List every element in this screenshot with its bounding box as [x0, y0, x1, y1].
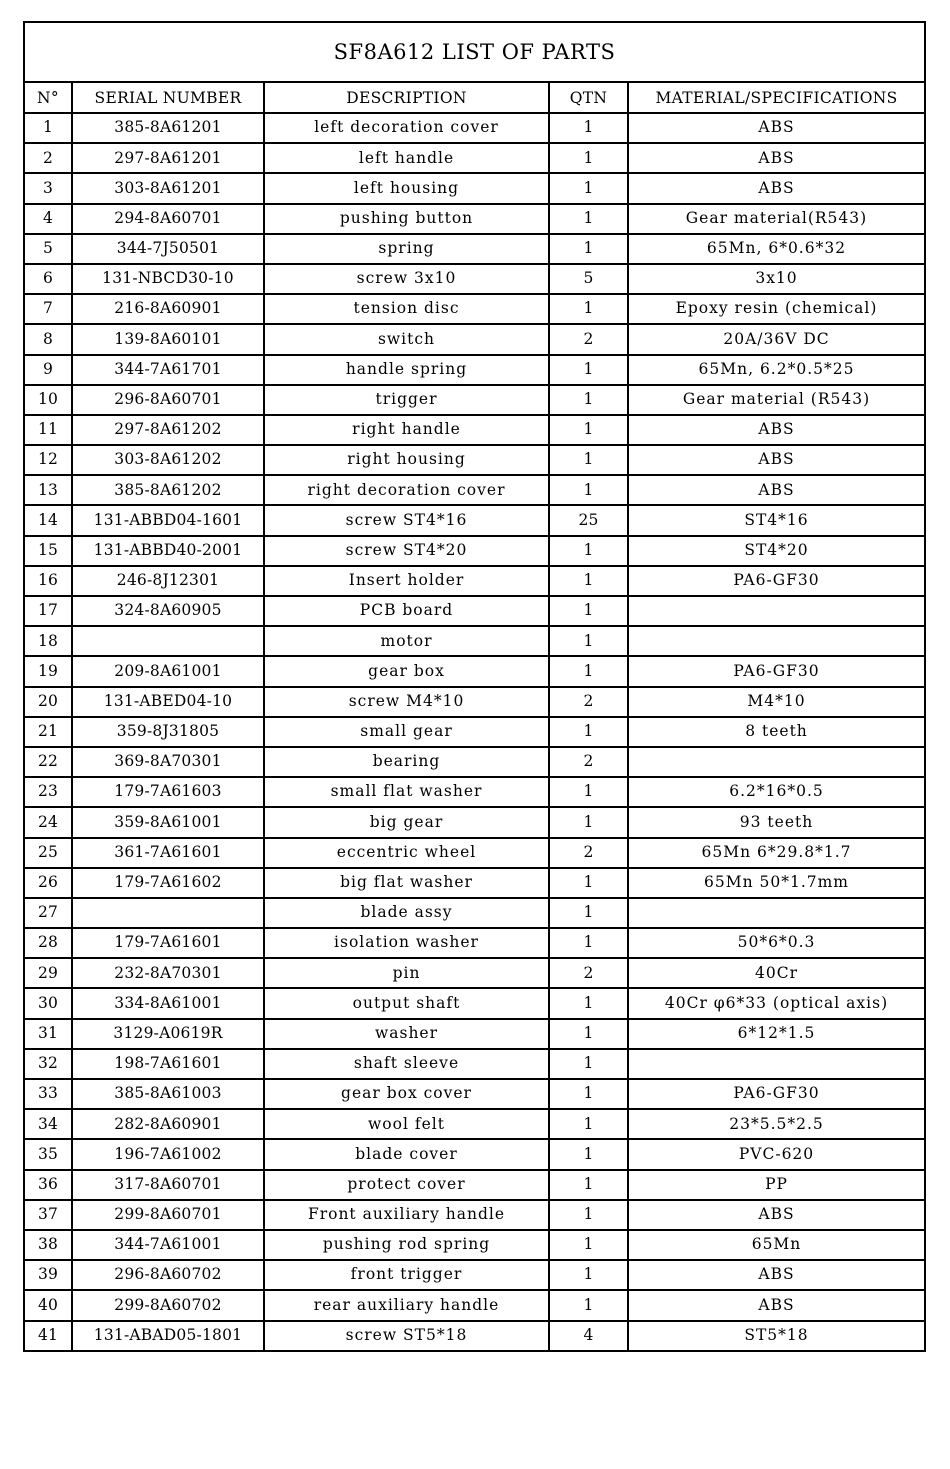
- part-material: 65Mn 6*29.8*1.7: [628, 838, 924, 868]
- table-row: [25, 415, 924, 445]
- part-quantity: 1: [549, 1049, 628, 1079]
- part-material: 8 teeth: [628, 717, 924, 747]
- part-quantity: 2: [549, 324, 628, 354]
- table-row: [25, 747, 924, 777]
- part-number: 3: [25, 173, 72, 203]
- part-quantity: 25: [549, 505, 628, 535]
- part-material: PA6-GF30: [628, 656, 924, 686]
- part-quantity: 1: [549, 445, 628, 475]
- serial-number: [72, 898, 264, 928]
- part-description: small flat washer: [264, 777, 549, 807]
- part-quantity: 1: [549, 777, 628, 807]
- part-material: ABS: [628, 143, 924, 173]
- part-material: ABS: [628, 1260, 924, 1290]
- part-material: ST5*18: [744, 1325, 809, 1344]
- serial-number: 299-8A60702: [72, 1290, 264, 1320]
- part-quantity: 1: [549, 294, 628, 324]
- part-description: right decoration cover: [264, 475, 549, 505]
- page-title: SF8A612 LIST OF PARTS: [25, 23, 924, 83]
- part-material: 6*12*1.5: [628, 1019, 924, 1049]
- serial-number: 344-7J50501: [72, 234, 264, 264]
- part-description: PCB board: [264, 596, 549, 626]
- part-number: 32: [25, 1049, 72, 1079]
- part-material: 65Mn, 6*0.6*32: [628, 234, 924, 264]
- part-number: 22: [25, 747, 72, 777]
- table-row: [25, 1109, 924, 1139]
- part-material: [628, 898, 924, 928]
- part-number: 6: [25, 264, 72, 294]
- part-quantity: 1: [549, 566, 628, 596]
- table-row: [25, 1170, 924, 1200]
- part-description: switch: [264, 324, 549, 354]
- part-number: 19: [25, 656, 72, 686]
- table-row: [25, 988, 924, 1018]
- serial-number: 385-8A61202: [72, 475, 264, 505]
- part-description: tension disc: [264, 294, 549, 324]
- part-number: 23: [25, 777, 72, 807]
- part-material: 50*6*0.3: [628, 928, 924, 958]
- header-serial-number: SERIAL NUMBER: [72, 83, 264, 113]
- header-qtn: QTN: [549, 83, 628, 113]
- part-quantity: 2: [549, 958, 628, 988]
- part-quantity: 2: [549, 687, 628, 717]
- serial-number: 179-7A61603: [72, 777, 264, 807]
- table-row: [25, 204, 924, 234]
- part-number: 15: [25, 536, 72, 566]
- serial-number: 131-ABBD04-1601: [72, 505, 264, 535]
- table-row: [25, 1321, 924, 1350]
- serial-number: 297-8A61201: [72, 143, 264, 173]
- part-quantity: 1: [549, 717, 628, 747]
- serial-number: [72, 626, 264, 656]
- part-description: motor: [264, 626, 549, 656]
- part-description: screw ST5*18: [264, 1321, 549, 1350]
- table-row: [25, 264, 924, 294]
- table-row: [25, 1079, 924, 1109]
- part-material: M4*10: [628, 687, 924, 717]
- part-material: 65Mn: [628, 1230, 924, 1260]
- table-row: [25, 173, 924, 203]
- part-number: 26: [25, 868, 72, 898]
- part-quantity: 1: [549, 1109, 628, 1139]
- part-description: protect cover: [264, 1170, 549, 1200]
- part-description: left housing: [264, 173, 549, 203]
- part-quantity: 1: [549, 596, 628, 626]
- part-material: ABS: [628, 1290, 924, 1320]
- part-description: right housing: [264, 445, 549, 475]
- part-quantity: 1: [549, 415, 628, 445]
- table-row: [25, 355, 924, 385]
- part-description: big gear: [264, 807, 549, 837]
- part-material: PVC-620: [628, 1139, 924, 1169]
- part-description: screw 3x10: [264, 264, 549, 294]
- part-number: 11: [25, 415, 72, 445]
- part-number: 30: [25, 988, 72, 1018]
- part-description: small gear: [264, 717, 549, 747]
- table-row: [25, 536, 924, 566]
- part-quantity: 1: [549, 536, 628, 566]
- table-row: [25, 1019, 924, 1049]
- header-no: N°: [25, 83, 72, 113]
- header-material: MATERIAL/SPECIFICATIONS: [628, 83, 924, 113]
- table-row: [25, 1049, 924, 1079]
- part-quantity: 1: [549, 1260, 628, 1290]
- table-row: [25, 838, 924, 868]
- serial-number: 344-7A61701: [72, 355, 264, 385]
- part-material: Gear material(R543): [628, 204, 924, 234]
- part-quantity: 1: [549, 1019, 628, 1049]
- part-quantity: 1: [549, 385, 628, 415]
- part-description: spring: [264, 234, 549, 264]
- part-number: 2: [25, 143, 72, 173]
- part-description: left decoration cover: [264, 113, 549, 143]
- part-number: 24: [25, 807, 72, 837]
- serial-number: 385-8A61201: [72, 113, 264, 143]
- part-quantity: 5: [549, 264, 628, 294]
- serial-number: 131-ABBD40-2001: [72, 536, 264, 566]
- part-quantity: 1: [549, 1079, 628, 1109]
- serial-number: 196-7A61002: [72, 1139, 264, 1169]
- part-description: front trigger: [264, 1260, 549, 1290]
- serial-number: 385-8A61003: [72, 1079, 264, 1109]
- part-number: 25: [25, 838, 72, 868]
- serial-number: 369-8A70301: [72, 747, 264, 777]
- part-quantity: 2: [549, 838, 628, 868]
- part-material: PA6-GF30: [628, 566, 924, 596]
- table-row: [25, 656, 924, 686]
- table-row: [25, 898, 924, 928]
- part-description: rear auxiliary handle: [264, 1290, 549, 1320]
- parts-table-body: [25, 113, 924, 1350]
- part-description: screw M4*10: [264, 687, 549, 717]
- part-material: ST4*16: [628, 505, 924, 535]
- part-number: 37: [25, 1200, 72, 1230]
- part-quantity: 1: [549, 355, 628, 385]
- part-number: 9: [25, 355, 72, 385]
- serial-number: 131-ABED04-10: [72, 687, 264, 717]
- part-material: 65Mn 50*1.7mm: [628, 868, 924, 898]
- part-number: 41: [25, 1321, 72, 1350]
- part-material: [628, 596, 924, 626]
- serial-number: 359-8A61001: [72, 807, 264, 837]
- parts-list-sheet: [23, 21, 926, 1352]
- part-description: wool felt: [264, 1109, 549, 1139]
- part-description: blade assy: [264, 898, 549, 928]
- part-material: ST4*20: [628, 536, 924, 566]
- part-number: 1: [25, 113, 72, 143]
- part-quantity: 1: [549, 173, 628, 203]
- part-material: Epoxy resin (chemical): [628, 294, 924, 324]
- serial-number: 296-8A60702: [72, 1260, 264, 1290]
- part-material: [628, 747, 924, 777]
- serial-number: 324-8A60905: [72, 596, 264, 626]
- part-quantity: 4: [549, 1321, 628, 1350]
- part-material: Gear material (R543): [628, 385, 924, 415]
- part-material: 6.2*16*0.5: [628, 777, 924, 807]
- part-number: 29: [25, 958, 72, 988]
- serial-number: 282-8A60901: [72, 1109, 264, 1139]
- parts-table: [25, 83, 924, 1350]
- part-description: gear box cover: [264, 1079, 549, 1109]
- part-description: eccentric wheel: [264, 838, 549, 868]
- part-description: Insert holder: [264, 566, 549, 596]
- part-number: 36: [25, 1170, 72, 1200]
- part-description: isolation washer: [264, 928, 549, 958]
- table-row: [25, 234, 924, 264]
- part-quantity: 1: [549, 626, 628, 656]
- part-number: 14: [25, 505, 72, 535]
- part-description: screw ST4*20: [264, 536, 549, 566]
- part-material: ABS: [628, 1200, 924, 1230]
- serial-number: 296-8A60701: [72, 385, 264, 415]
- serial-number: 198-7A61601: [72, 1049, 264, 1079]
- part-number: 20: [25, 687, 72, 717]
- serial-number: 3129-A0619R: [72, 1019, 264, 1049]
- serial-number: 232-8A70301: [72, 958, 264, 988]
- header-description: DESCRIPTION: [264, 83, 549, 113]
- part-description: big flat washer: [264, 868, 549, 898]
- serial-number: 179-7A61601: [72, 928, 264, 958]
- table-row: [25, 928, 924, 958]
- table-row: [25, 385, 924, 415]
- part-description: handle spring: [264, 355, 549, 385]
- part-description: blade cover: [264, 1139, 549, 1169]
- part-material: 20A/36V DC: [628, 324, 924, 354]
- part-quantity: 1: [549, 234, 628, 264]
- part-material: ABS: [628, 173, 924, 203]
- table-row: [25, 294, 924, 324]
- part-description: trigger: [264, 385, 549, 415]
- part-number: 34: [25, 1109, 72, 1139]
- serial-number: 131-ABAD05-1801: [72, 1321, 264, 1350]
- part-quantity: 1: [549, 1230, 628, 1260]
- serial-number: 303-8A61201: [72, 173, 264, 203]
- serial-number: 297-8A61202: [72, 415, 264, 445]
- part-number: 38: [25, 1230, 72, 1260]
- part-quantity: 1: [549, 898, 628, 928]
- part-description: right handle: [264, 415, 549, 445]
- part-description: pin: [264, 958, 549, 988]
- serial-number: 359-8J31805: [72, 717, 264, 747]
- serial-number: 334-8A61001: [72, 988, 264, 1018]
- part-quantity: 1: [549, 928, 628, 958]
- part-description: pushing rod spring: [264, 1230, 549, 1260]
- part-number: 27: [25, 898, 72, 928]
- table-row: [25, 777, 924, 807]
- table-row: [25, 1260, 924, 1290]
- header-row: [25, 83, 924, 113]
- serial-number: 344-7A61001: [72, 1230, 264, 1260]
- part-material: PA6-GF30: [628, 1079, 924, 1109]
- table-row: [25, 1290, 924, 1320]
- table-row: [25, 717, 924, 747]
- table-row: [25, 143, 924, 173]
- table-row: [25, 596, 924, 626]
- serial-number: 361-7A61601: [72, 838, 264, 868]
- part-description: pushing button: [264, 204, 549, 234]
- part-material: 93 teeth: [628, 807, 924, 837]
- part-material: ABS: [628, 415, 924, 445]
- part-material: [628, 1049, 924, 1079]
- part-quantity: 1: [549, 143, 628, 173]
- part-quantity: 1: [549, 1139, 628, 1169]
- part-number: 10: [25, 385, 72, 415]
- part-number: 40: [25, 1290, 72, 1320]
- part-description: bearing: [264, 747, 549, 777]
- table-row: [25, 475, 924, 505]
- part-description: Front auxiliary handle: [264, 1200, 549, 1230]
- part-description: gear box: [264, 656, 549, 686]
- part-material: 40Cr: [628, 958, 924, 988]
- table-row: [25, 505, 924, 535]
- serial-number: 294-8A60701: [72, 204, 264, 234]
- table-row: [25, 958, 924, 988]
- serial-number: 131-NBCD30-10: [72, 264, 264, 294]
- table-row: [25, 113, 924, 143]
- part-number: 18: [25, 626, 72, 656]
- part-quantity: 1: [549, 988, 628, 1018]
- serial-number: 179-7A61602: [72, 868, 264, 898]
- part-quantity: 1: [549, 1290, 628, 1320]
- part-material: 3x10: [628, 264, 924, 294]
- part-material: ABS: [628, 475, 924, 505]
- table-row: [25, 1230, 924, 1260]
- part-number: 21: [25, 717, 72, 747]
- part-number: 12: [25, 445, 72, 475]
- part-quantity: 1: [549, 113, 628, 143]
- part-material: ABS: [628, 445, 924, 475]
- serial-number: 246-8J12301: [72, 566, 264, 596]
- part-number: 33: [25, 1079, 72, 1109]
- serial-number: 317-8A60701: [72, 1170, 264, 1200]
- part-material: ABS: [628, 113, 924, 143]
- serial-number: 216-8A60901: [72, 294, 264, 324]
- part-number: 5: [25, 234, 72, 264]
- part-number: 35: [25, 1139, 72, 1169]
- part-number: 28: [25, 928, 72, 958]
- table-row: [25, 807, 924, 837]
- table-row: [25, 626, 924, 656]
- part-description: washer: [264, 1019, 549, 1049]
- part-quantity: 1: [549, 656, 628, 686]
- part-number: 7: [25, 294, 72, 324]
- part-material: PP: [628, 1170, 924, 1200]
- part-quantity: 1: [549, 1170, 628, 1200]
- part-material: 40Cr φ6*33 (optical axis): [628, 988, 924, 1018]
- table-row: [25, 1139, 924, 1169]
- part-material: 23*5.5*2.5: [628, 1109, 924, 1139]
- table-row: [25, 566, 924, 596]
- table-row: [25, 868, 924, 898]
- serial-number: 303-8A61202: [72, 445, 264, 475]
- serial-number: 139-8A60101: [72, 324, 264, 354]
- part-number: 17: [25, 596, 72, 626]
- part-number: 31: [25, 1019, 72, 1049]
- serial-number: 299-8A60701: [72, 1200, 264, 1230]
- table-row: [25, 687, 924, 717]
- table-row: [25, 324, 924, 354]
- part-material: [628, 626, 924, 656]
- part-quantity: 1: [549, 868, 628, 898]
- part-quantity: 1: [549, 204, 628, 234]
- part-quantity: 1: [549, 807, 628, 837]
- part-quantity: 2: [549, 747, 628, 777]
- part-description: left handle: [264, 143, 549, 173]
- part-number: 13: [25, 475, 72, 505]
- part-quantity: 1: [549, 1200, 628, 1230]
- part-material: 65Mn, 6.2*0.5*25: [628, 355, 924, 385]
- part-description: output shaft: [264, 988, 549, 1018]
- part-quantity: 1: [549, 475, 628, 505]
- part-number: 8: [25, 324, 72, 354]
- serial-number: 209-8A61001: [72, 656, 264, 686]
- part-number: 16: [25, 566, 72, 596]
- part-description: shaft sleeve: [264, 1049, 549, 1079]
- part-number: 39: [25, 1260, 72, 1290]
- part-description: screw ST4*16: [264, 505, 549, 535]
- table-row: [25, 1200, 924, 1230]
- table-row: [25, 445, 924, 475]
- part-number: 4: [25, 204, 72, 234]
